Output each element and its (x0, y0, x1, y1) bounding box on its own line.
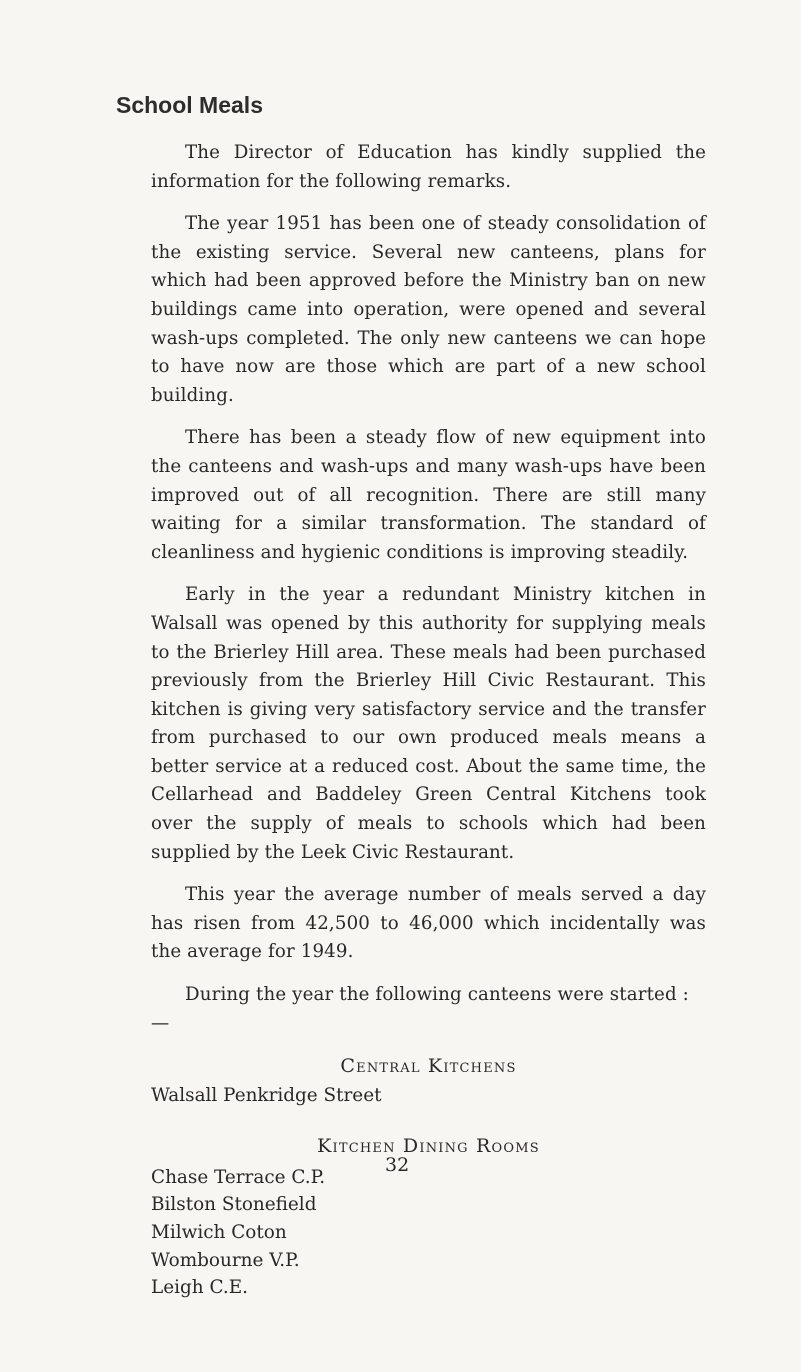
body-text (151, 139, 706, 1302)
paragraph-intro: The Director of Education has kindly supplied the information for the following remarks. (151, 142, 706, 192)
paragraph-equipment: There has been a steady flow of new equipment into the canteens and wash-ups and many wash-ups have been improved out of all recognition. There are still many waiting for a similar transformation. The standard of cleanliness and hygienic conditions is improving steadily. (151, 427, 706, 563)
list-item: Walsall Penkridge Street (151, 1085, 382, 1107)
list-item: Wombourne V.P. (151, 1249, 300, 1271)
paragraph-canteens-started: During the year the following canteens were started :— (151, 984, 689, 1034)
page-title: School Meals (116, 92, 263, 118)
list-item: Milwich Coton (151, 1222, 287, 1243)
kitchen-dining-rooms-list (151, 1164, 706, 1302)
list-item: Leigh C.E. (151, 1277, 248, 1299)
list-item: Bilston Stonefield (151, 1194, 317, 1216)
kitchen-dining-rooms-heading: Kitchen Dining Rooms (317, 1134, 540, 1157)
central-kitchens-list (151, 1082, 706, 1110)
paragraph-walsall-kitchen: Early in the year a redundant Ministry kitchen in Walsall was opened by this authority for supplying meals to the Brierley Hill area. These meals had been purchased previously from the Brierley Hill Civic Restaurant. This kitchen is giving very satisfactory service and the transfer from purchased to our own produced meals means a better service at a reduced cost. About the same time, the Cellarhead and Baddeley Green Central Kitchens took over the supply of meals to schools which had been supplied by the Leek Civic Restaurant. (151, 584, 706, 863)
central-kitchens-heading: Central Kitchens (340, 1055, 517, 1078)
list-item: Chase Terrace C.P. (151, 1166, 326, 1188)
page-number: 32 (385, 1154, 410, 1176)
paragraph-consolidation: The year 1951 has been one of steady consolidation of the existing service. Several new canteens, plans for which had been approved before the Ministry ban on new buildings came into operation, were opened and several wash-ups completed. The only new canteens we can hope to have now are those which are part of a new school building. (151, 213, 706, 406)
paragraph-average-meals: This year the average number of meals served a day has risen from 42,500 to 46,000 which incidentally was the average for 1949. (151, 884, 706, 963)
